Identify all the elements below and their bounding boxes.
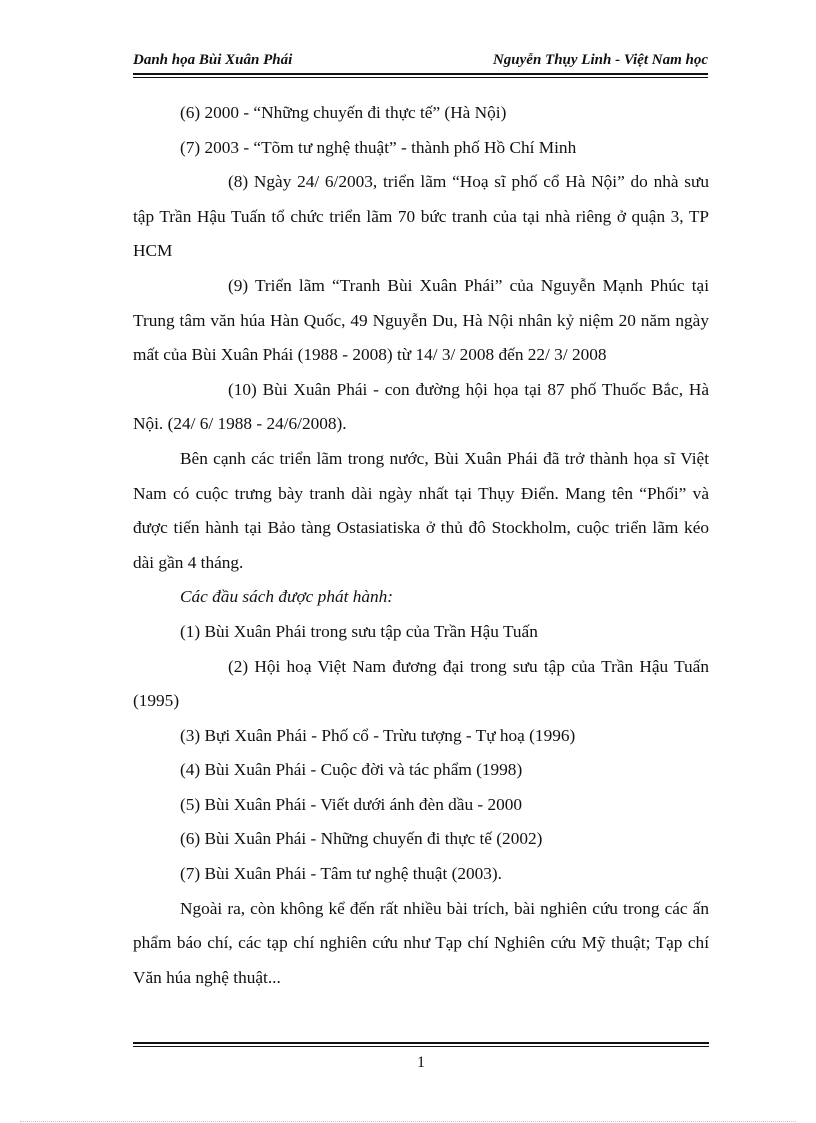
book-item-4: (4) Bùi Xuân Phái - Cuộc đời và tác phẩm (1998) [180, 760, 523, 780]
book-item-1: (1) Bùi Xuân Phái trong sưu tập của Trần Hậu Tuấn [180, 621, 538, 641]
exhibition-item-9: (9) Triển lãm “Tranh Bùi Xuân Phái” của Nguyễn Mạnh Phúc tại Trung tâm văn húa Hàn Quốc, 49 Nguyễn Du, Hà Nội nhân kỷ niệm 20 năm ngày mất của Bùi Xuân Phái (1988 - 2008) từ 14/ 3/ 2008 đến 22/ 3/ 2008 [133, 275, 709, 365]
footer-rule-thin [133, 1046, 709, 1047]
page-header [133, 50, 708, 74]
exhibition-item-7: (7) 2003 - “Tõm tư nghệ thuật” - thành phố Hồ Chí Minh [180, 137, 577, 157]
document-body [133, 96, 709, 995]
books-heading: Các đầu sách được phát hành: [180, 587, 394, 607]
exhibition-item-10: (10) Bùi Xuân Phái - con đường hội họa tại 87 phố Thuốc Bắc, Hà Nội. (24/ 6/ 1988 - 24/6/2008). [133, 379, 709, 434]
exhibition-item-6: (6) 2000 - “Những chuyến đi thực tế” (Hà Nội) [180, 103, 507, 122]
paragraph-sweden: Bên cạnh các triển lãm trong nước, Bùi Xuân Phái đã trở thành họa sĩ Việt Nam có cuộc trưng bày tranh dài ngày nhất tại Thụy Điển. Mang tên “Phối” và được tiến hành tại Bảo tàng Ostasiatiska ở thủ đô Stockholm, cuộc triển lãm kéo dài gần 4 tháng. [133, 448, 709, 572]
header-rule [133, 73, 708, 75]
page-number: 1 [417, 1054, 425, 1071]
book-item-2: (2) Hội hoạ Việt Nam đương đại trong sưu tập của Trần Hậu Tuấn (1995) [133, 656, 709, 711]
header-author: Nguyễn Thụy Linh - Việt Nam học [492, 52, 708, 68]
header-rule-thin [133, 77, 708, 78]
page-bottom-border [20, 1121, 796, 1122]
book-item-7: (7) Bùi Xuân Phái - Tâm tư nghệ thuật (2003). [180, 864, 502, 884]
header-document-title: Danh họa Bùi Xuân Phái [133, 52, 293, 68]
footer-rule [133, 1042, 709, 1044]
paragraph-other-articles: Ngoài ra, còn không kể đến rất nhiều bài trích, bài nghiên cứu trong các ấn phẩm báo chí, các tạp chí nghiên cứu như Tạp chí Nghiên cứu Mỹ thuật; Tạp chí Văn húa nghệ thuật... [133, 898, 709, 987]
exhibition-item-8: (8) Ngày 24/ 6/2003, triển lãm “Hoạ sĩ phố cổ Hà Nội” do nhà sưu tập Trần Hậu Tuấn tổ chức triển lãm 70 bức tranh của tại nhà riêng ở quận 3, TP HCM [133, 172, 709, 261]
book-item-3: (3) Bựi Xuân Phái - Phố cổ - Trừu tượng - Tự hoạ (1996) [180, 725, 576, 745]
book-item-6: (6) Bùi Xuân Phái - Những chuyến đi thực tế (2002) [180, 829, 543, 849]
book-item-5: (5) Bùi Xuân Phái - Viết dưới ánh đèn dầu - 2000 [180, 794, 523, 814]
